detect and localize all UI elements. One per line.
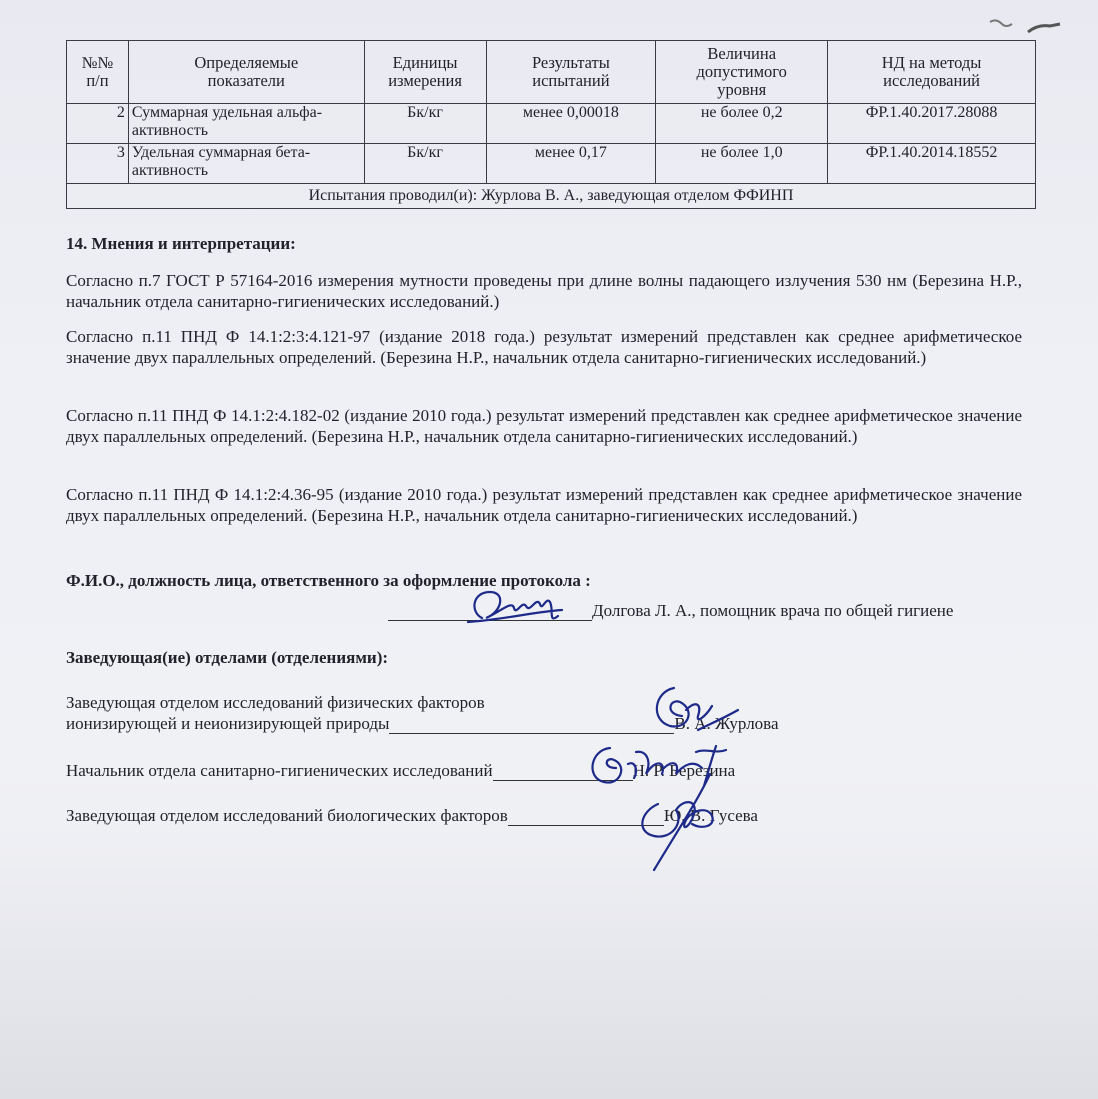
signature-line [388, 600, 592, 621]
table-row [67, 104, 1036, 144]
row-number: 3 [67, 144, 129, 184]
head-row-2 [66, 760, 735, 781]
signature-line [389, 715, 674, 734]
row-number: 2 [67, 104, 129, 144]
head-position: ионизирующей и неионизирующей природы [66, 714, 390, 733]
header-result: Результаты испытаний [486, 41, 656, 104]
header-number: №№ п/п [67, 41, 129, 104]
row-limit: не более 0,2 [656, 104, 828, 144]
row-method: ФР.1.40.2017.28088 [828, 104, 1036, 144]
head-position: Заведующая отделом исследований физических факторов [66, 693, 485, 712]
head-row-3 [66, 805, 758, 826]
row-indicator: Удельная суммарная бета- активность [128, 144, 364, 184]
table-header-row [67, 41, 1036, 104]
paragraph: Согласно п.11 ПНД Ф 14.1:2:3:4.121-97 (издание 2018 года.) результат измерений представлен как среднее арифметическое значение двух параллельных определений. (Березина Н.Р., начальник отдела санитарно-гигиенических исследований.) [66, 327, 1022, 367]
head-row-1 [66, 692, 779, 734]
row-method: ФР.1.40.2014.18552 [828, 144, 1036, 184]
section-title: 14. Мнения и интерпретации: [66, 234, 296, 253]
paragraph: Согласно п.11 ПНД Ф 14.1:2:4.36-95 (издание 2010 года.) результат измерений представлен как среднее арифметическое значение двух параллельных определений. (Березина Н.Р., начальник отдела санитарно-гигиенических исследований.) [66, 485, 1022, 525]
signature-line [508, 807, 664, 826]
row-unit: Бк/кг [364, 144, 486, 184]
page-shadow [0, 839, 1098, 1099]
paragraph: Согласно п.7 ГОСТ Р 57164-2016 измерения мутности проведены при длине волны падающего излучения 530 нм (Березина Н.Р., начальник отдела санитарно-гигиенических исследований.) [66, 271, 1022, 311]
paragraph: Согласно п.11 ПНД Ф 14.1:2:4.182-02 (издание 2010 года.) результат измерений представлен как среднее арифметическое значение двух параллельных определений. (Березина Н.Р., начальник отдела санитарно-гигиенических исследований.) [66, 406, 1022, 446]
responsible-person: Долгова Л. А., помощник врача по общей гигиене [592, 601, 954, 620]
table-footer-row [67, 184, 1036, 209]
row-limit: не более 1,0 [656, 144, 828, 184]
results-table [66, 40, 1036, 209]
head-name: Ю. В. Гусева [663, 806, 758, 825]
head-position: Начальник отдела санитарно-гигиенических исследований [66, 761, 493, 780]
head-name: Н. Р. Березина [632, 761, 736, 780]
tested-by: Испытания проводил(и): Журлова В. А., заведующая отделом ФФИНП [67, 184, 1036, 209]
heads-label: Заведующая(ие) отделами (отделениями): [66, 648, 389, 667]
row-result: менее 0,00018 [486, 104, 656, 144]
head-position: Заведующая отделом исследований биологических факторов [66, 806, 508, 825]
header-method: НД на методы исследований [828, 41, 1036, 104]
head-name: В. А. Журлова [674, 714, 779, 733]
row-result: менее 0,17 [486, 144, 656, 184]
header-unit: Единицы измерения [364, 41, 486, 104]
row-indicator: Суммарная удельная альфа- активность [128, 104, 364, 144]
table-row [67, 144, 1036, 184]
header-limit: Величина допустимого уровня [656, 41, 828, 104]
responsible-label: Ф.И.О., должность лица, ответственного за оформление протокола : [66, 571, 591, 590]
responsible-line [388, 600, 1018, 621]
signature-line [493, 762, 633, 781]
header-indicator: Определяемые показатели [128, 41, 364, 104]
row-unit: Бк/кг [364, 104, 486, 144]
